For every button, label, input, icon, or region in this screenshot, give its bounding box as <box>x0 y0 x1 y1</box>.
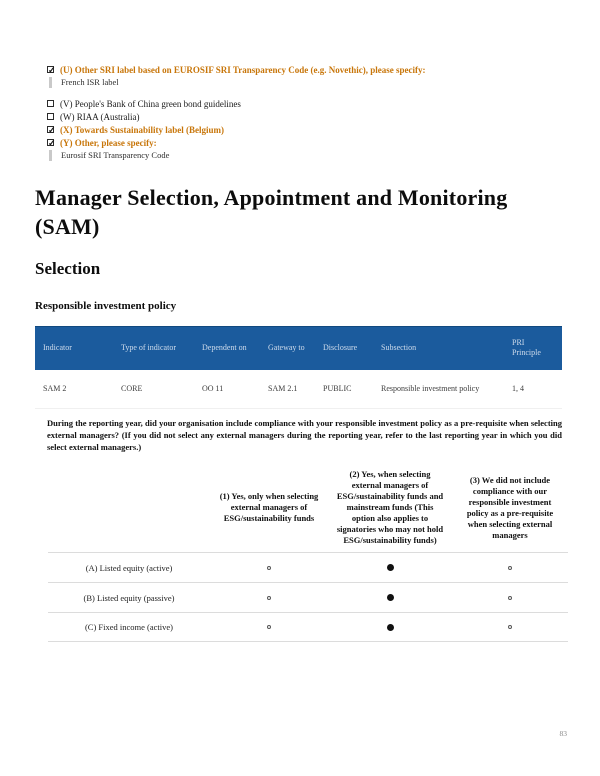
indicator-table-header <box>35 327 562 370</box>
topic-title: Responsible investment policy <box>35 300 177 312</box>
radio-unselected-icon[interactable] <box>267 625 271 629</box>
checklist-item-label: (Y) Other, please specify: <box>60 138 157 148</box>
indicator-table-header-cell: Type of indicator <box>113 327 194 370</box>
checklist-item-answer: Eurosif SRI Transparency Code <box>49 150 565 161</box>
answer-matrix <box>48 469 568 642</box>
radio-selected-icon[interactable] <box>387 594 394 601</box>
section-title: Manager Selection, Appointment and Monitoring (SAM) <box>35 185 508 239</box>
page-number: 83 <box>559 729 567 738</box>
checklist-item <box>47 64 565 88</box>
checklist-item-answer: French ISR label <box>49 77 565 88</box>
checklist-item-row <box>47 137 565 149</box>
matrix-column-header-3: (3) We did not include compliance with our responsible investment policy as a pre-requisite when selecting external managers <box>466 474 554 540</box>
radio-selected-icon[interactable] <box>387 624 394 631</box>
radio-cell <box>210 596 328 600</box>
indicator-table <box>35 326 562 409</box>
checklist-item <box>47 111 565 123</box>
matrix-row-label: (B) Listed equity (passive) <box>83 592 175 603</box>
radio-cell <box>210 625 328 629</box>
radio-cell <box>328 594 452 601</box>
indicator-table-body <box>35 370 562 409</box>
subsection-title: Selection <box>35 259 101 278</box>
indicator-table-cell: OO 11 <box>194 370 260 409</box>
indicator-table-header-cell: Indicator <box>35 327 113 370</box>
radio-unselected-icon[interactable] <box>267 566 271 570</box>
matrix-row-label: (A) Listed equity (active) <box>85 562 173 573</box>
checklist-item <box>47 98 565 110</box>
indicator-table-cell: SAM 2 <box>35 370 113 409</box>
checklist-item-row <box>47 111 565 123</box>
checklist-item <box>47 124 565 136</box>
sri-label-checklist <box>47 64 565 161</box>
indicator-table-header-cell: Gateway to <box>260 327 315 370</box>
checked-checkbox-icon[interactable] <box>47 66 54 73</box>
checklist-item <box>47 137 565 161</box>
matrix-column-header-1: (1) Yes, only when selecting external managers of ESG/sustainability funds <box>219 491 319 523</box>
checklist-item-label: (U) Other SRI label based on EUROSIF SRI Transparency Code (e.g. Novethic), please specify: <box>60 65 426 75</box>
question-text: During the reporting year, did your organisation include compliance with your responsible investment policy as a pre-requisite when selecting external managers? (If you did not select any external managers during the reporting year, refer to the last reporting year in which you did select external managers.) <box>47 418 562 452</box>
indicator-table-cell: SAM 2.1 <box>260 370 315 409</box>
indicator-table-header-cell: Subsection <box>373 327 504 370</box>
indicator-table-row <box>35 370 562 409</box>
checklist-item-label: (W) RIAA (Australia) <box>60 112 140 122</box>
checklist-item-label: (V) People's Bank of China green bond guidelines <box>60 99 241 109</box>
checklist-item-row <box>47 98 565 110</box>
indicator-table-cell: PUBLIC <box>315 370 373 409</box>
unchecked-checkbox-icon[interactable] <box>47 100 54 107</box>
indicator-table-cell: CORE <box>113 370 194 409</box>
matrix-row <box>48 582 568 612</box>
matrix-body <box>48 552 568 642</box>
unchecked-checkbox-icon[interactable] <box>47 113 54 120</box>
radio-cell <box>452 596 568 600</box>
checklist-item-row <box>47 124 565 136</box>
matrix-column-header-2: (2) Yes, when selecting external managers of ESG/sustainability funds and mainstream funds (This option also applies to signatories who may not hold ESG/sustainability funds) <box>336 469 444 545</box>
indicator-table-cell: 1, 4 <box>504 370 562 409</box>
indicator-table-header-cell: PRI Principle <box>504 327 562 370</box>
radio-unselected-icon[interactable] <box>508 596 512 600</box>
indicator-table-cell: Responsible investment policy <box>373 370 504 409</box>
radio-unselected-icon[interactable] <box>508 566 512 570</box>
checked-checkbox-icon[interactable] <box>47 126 54 133</box>
matrix-row <box>48 552 568 582</box>
radio-selected-icon[interactable] <box>387 564 394 571</box>
indicator-table-header-cell: Dependent on <box>194 327 260 370</box>
radio-cell <box>452 625 568 629</box>
radio-unselected-icon[interactable] <box>508 625 512 629</box>
radio-cell <box>328 564 452 571</box>
matrix-row-label: (C) Fixed income (active) <box>84 622 174 632</box>
radio-cell <box>328 624 452 631</box>
matrix-header-row <box>48 469 568 546</box>
checklist-item-label: (X) Towards Sustainability label (Belgium) <box>60 125 225 135</box>
checked-checkbox-icon[interactable] <box>47 139 54 146</box>
checklist-item-row <box>47 64 565 76</box>
indicator-table-header-cell: Disclosure <box>315 327 373 370</box>
matrix-row <box>48 612 568 642</box>
radio-cell <box>452 566 568 570</box>
radio-unselected-icon[interactable] <box>267 596 271 600</box>
radio-cell <box>210 566 328 570</box>
